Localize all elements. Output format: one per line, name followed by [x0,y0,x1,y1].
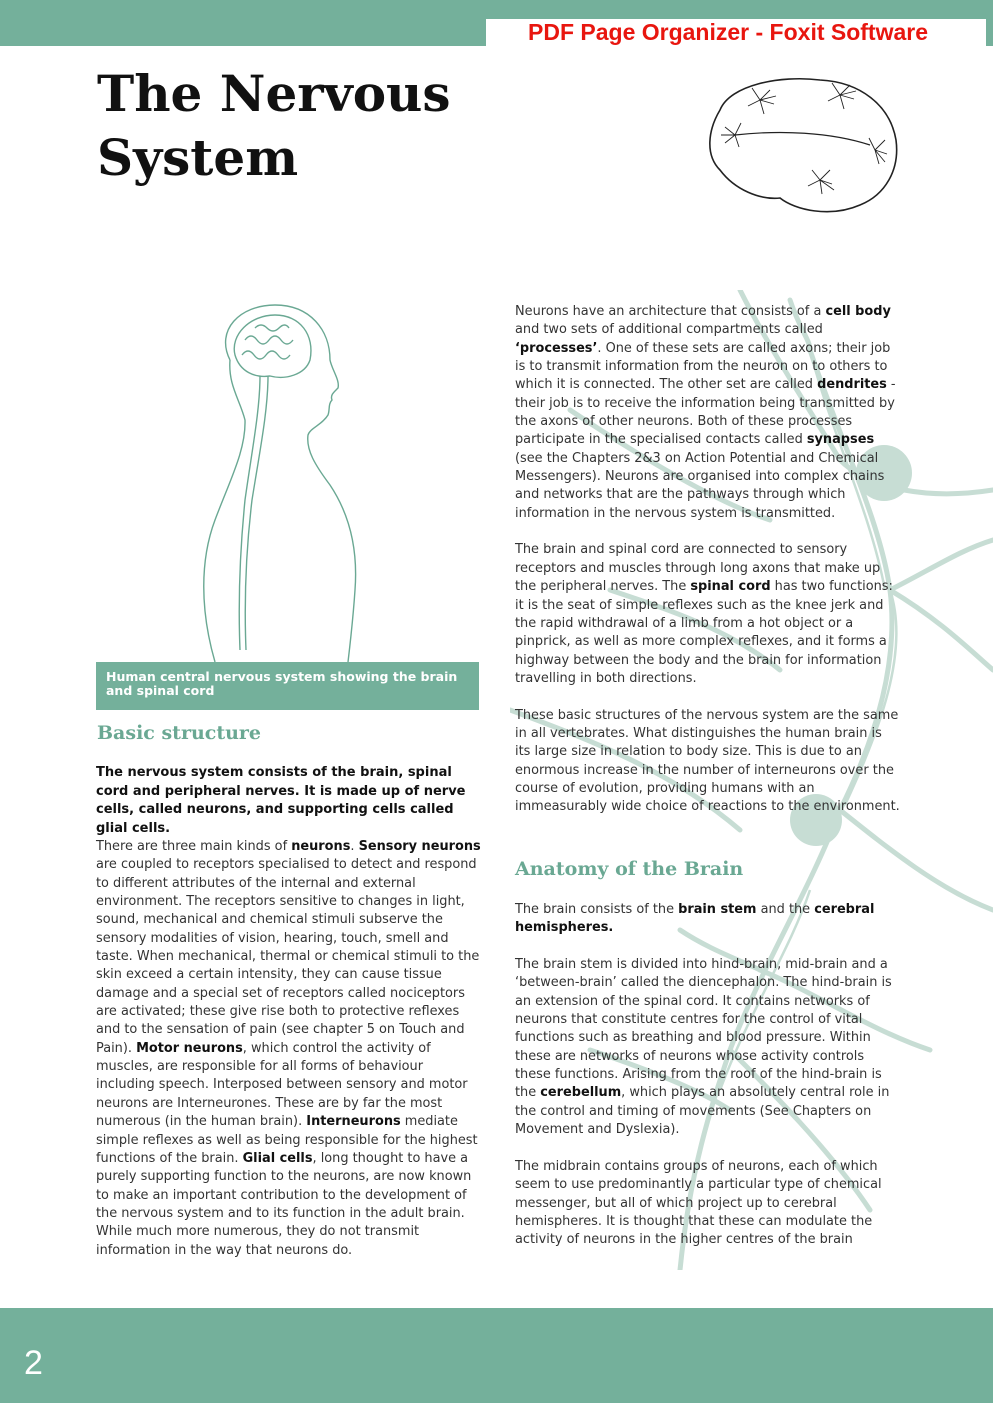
paragraph-spinal-cord: The brain and spinal cord are connected to sensory receptors and muscles through long axons that make up the peripheral nerves. The spinal cord has two functions: it is the seat of simple reflexes such as the knee jerk and the rapid withdrawal of a limb from a hot object or a pinprick, as well as more complex reflexes, and it forms a highway between the body and the brain for information travelling in both directions. [515,542,893,686]
lead-paragraph: The nervous system consists of the brain, spinal cord and peripheral nerves. It is made up of nerve cells, called neurons, and supporting cells called glial cells. [96,765,466,836]
human-cns-illustration [190,300,360,662]
paragraph-architecture: Neurons have an architecture that consists of a cell body and two sets of additional compartments called ‘processes’. One of these sets are called axons; their job is to transmit information from the neuron on to others to which it is connected. The other set are called dendrites - their job is to receive the information being transmitted by the axons of other neurons. Both of these processes participate in the specialised contacts called synapses (see the Chapters 2&3 on Action Potential and Chemical Messengers). Neurons are organised into complex chains and networks that are the pathways through which information in the nervous system is transmitted. [515,304,896,521]
page-number: 2 [24,1344,43,1382]
section-heading-anatomy: Anatomy of the Brain [515,858,744,880]
paragraph-brain-stem: The brain stem is divided into hind-brain, mid-brain and a ‘between-brain’ called the diencephalon. The hind-brain is an extension of the spinal cord. It contains networks of neurons that constitute centres for the control of vital functions such as breathing and blood pressure. Within these are networks of neurons whose activity controls these functions. Arising from the roof of the hind-brain is the cerebellum, which plays an absolutely central role in the control and timing of movements (See Chapters on Movement and Dyslexia). [515,957,892,1138]
bottom-bar [0,1308,993,1403]
right-column-bottom [515,901,900,1268]
figure-caption: Human central nervous system showing the brain and spinal cord [96,662,479,710]
basic-structure-body [96,838,481,1278]
paragraph-midbrain: The midbrain contains groups of neurons, each of which seem to use predominantly a particular type of chemical messenger, but all of which project up to cerebral hemispheres. It is thought that these can modulate the activity of neurons in the higher centres of the brain [515,1158,882,1248]
paragraph-brain-parts: The brain consists of the brain stem and the cerebral hemispheres. [515,902,875,936]
brain-neurons-illustration [700,70,905,220]
paragraph-vertebrates: These basic structures of the nervous system are the same in all vertebrates. What distinguishes the human brain is its large size in relation to body size. This is due to an enormous increase in the number of interneurons over the course of evolution, providing humans with an immeasurably wide choice of reactions to the environment. [515,707,900,815]
paragraph-neuron-types: There are three main kinds of neurons. Sensory neurons are coupled to receptors specialised to detect and respond to different attributes of the internal and external environment. The receptors sensitive to changes in light, sound, mechanical and chemical stimuli subserve the sensory modalities of vision, hearing, touch, smell and taste. When mechanical, thermal or chemical stimuli to the skin exceed a certain intensity, they can cause tissue damage and a special set of receptors called nociceptors are activated; these give rise both to protective reflexes and to the sensation of pain (see chapter 5 on Touch and Pain). Motor neurons, which control the activity of muscles, are responsible for all forms of behaviour including speech. Interposed between sensory and motor neurons are Interneurones. These are by far the most numerous (in the human brain). Interneurons mediate simple reflexes as well as being responsible for the highest functions of the brain. Glial cells, long thought to have a purely supporting function to the neurons, are now known to make an important contribution to the development of the nervous system and to its function in the adult brain. While much more numerous, they do not transmit information in the way that neurons do. [96,839,481,1258]
page-title [97,62,451,190]
right-column-top [515,303,900,835]
watermark-banner [486,19,986,47]
title-line-1: The Nervous [97,64,451,123]
title-line-2: System [97,128,299,187]
watermark-text: PDF Page Organizer - Foxit Software [528,19,929,45]
section-heading-basic-structure: Basic structure [97,722,262,744]
